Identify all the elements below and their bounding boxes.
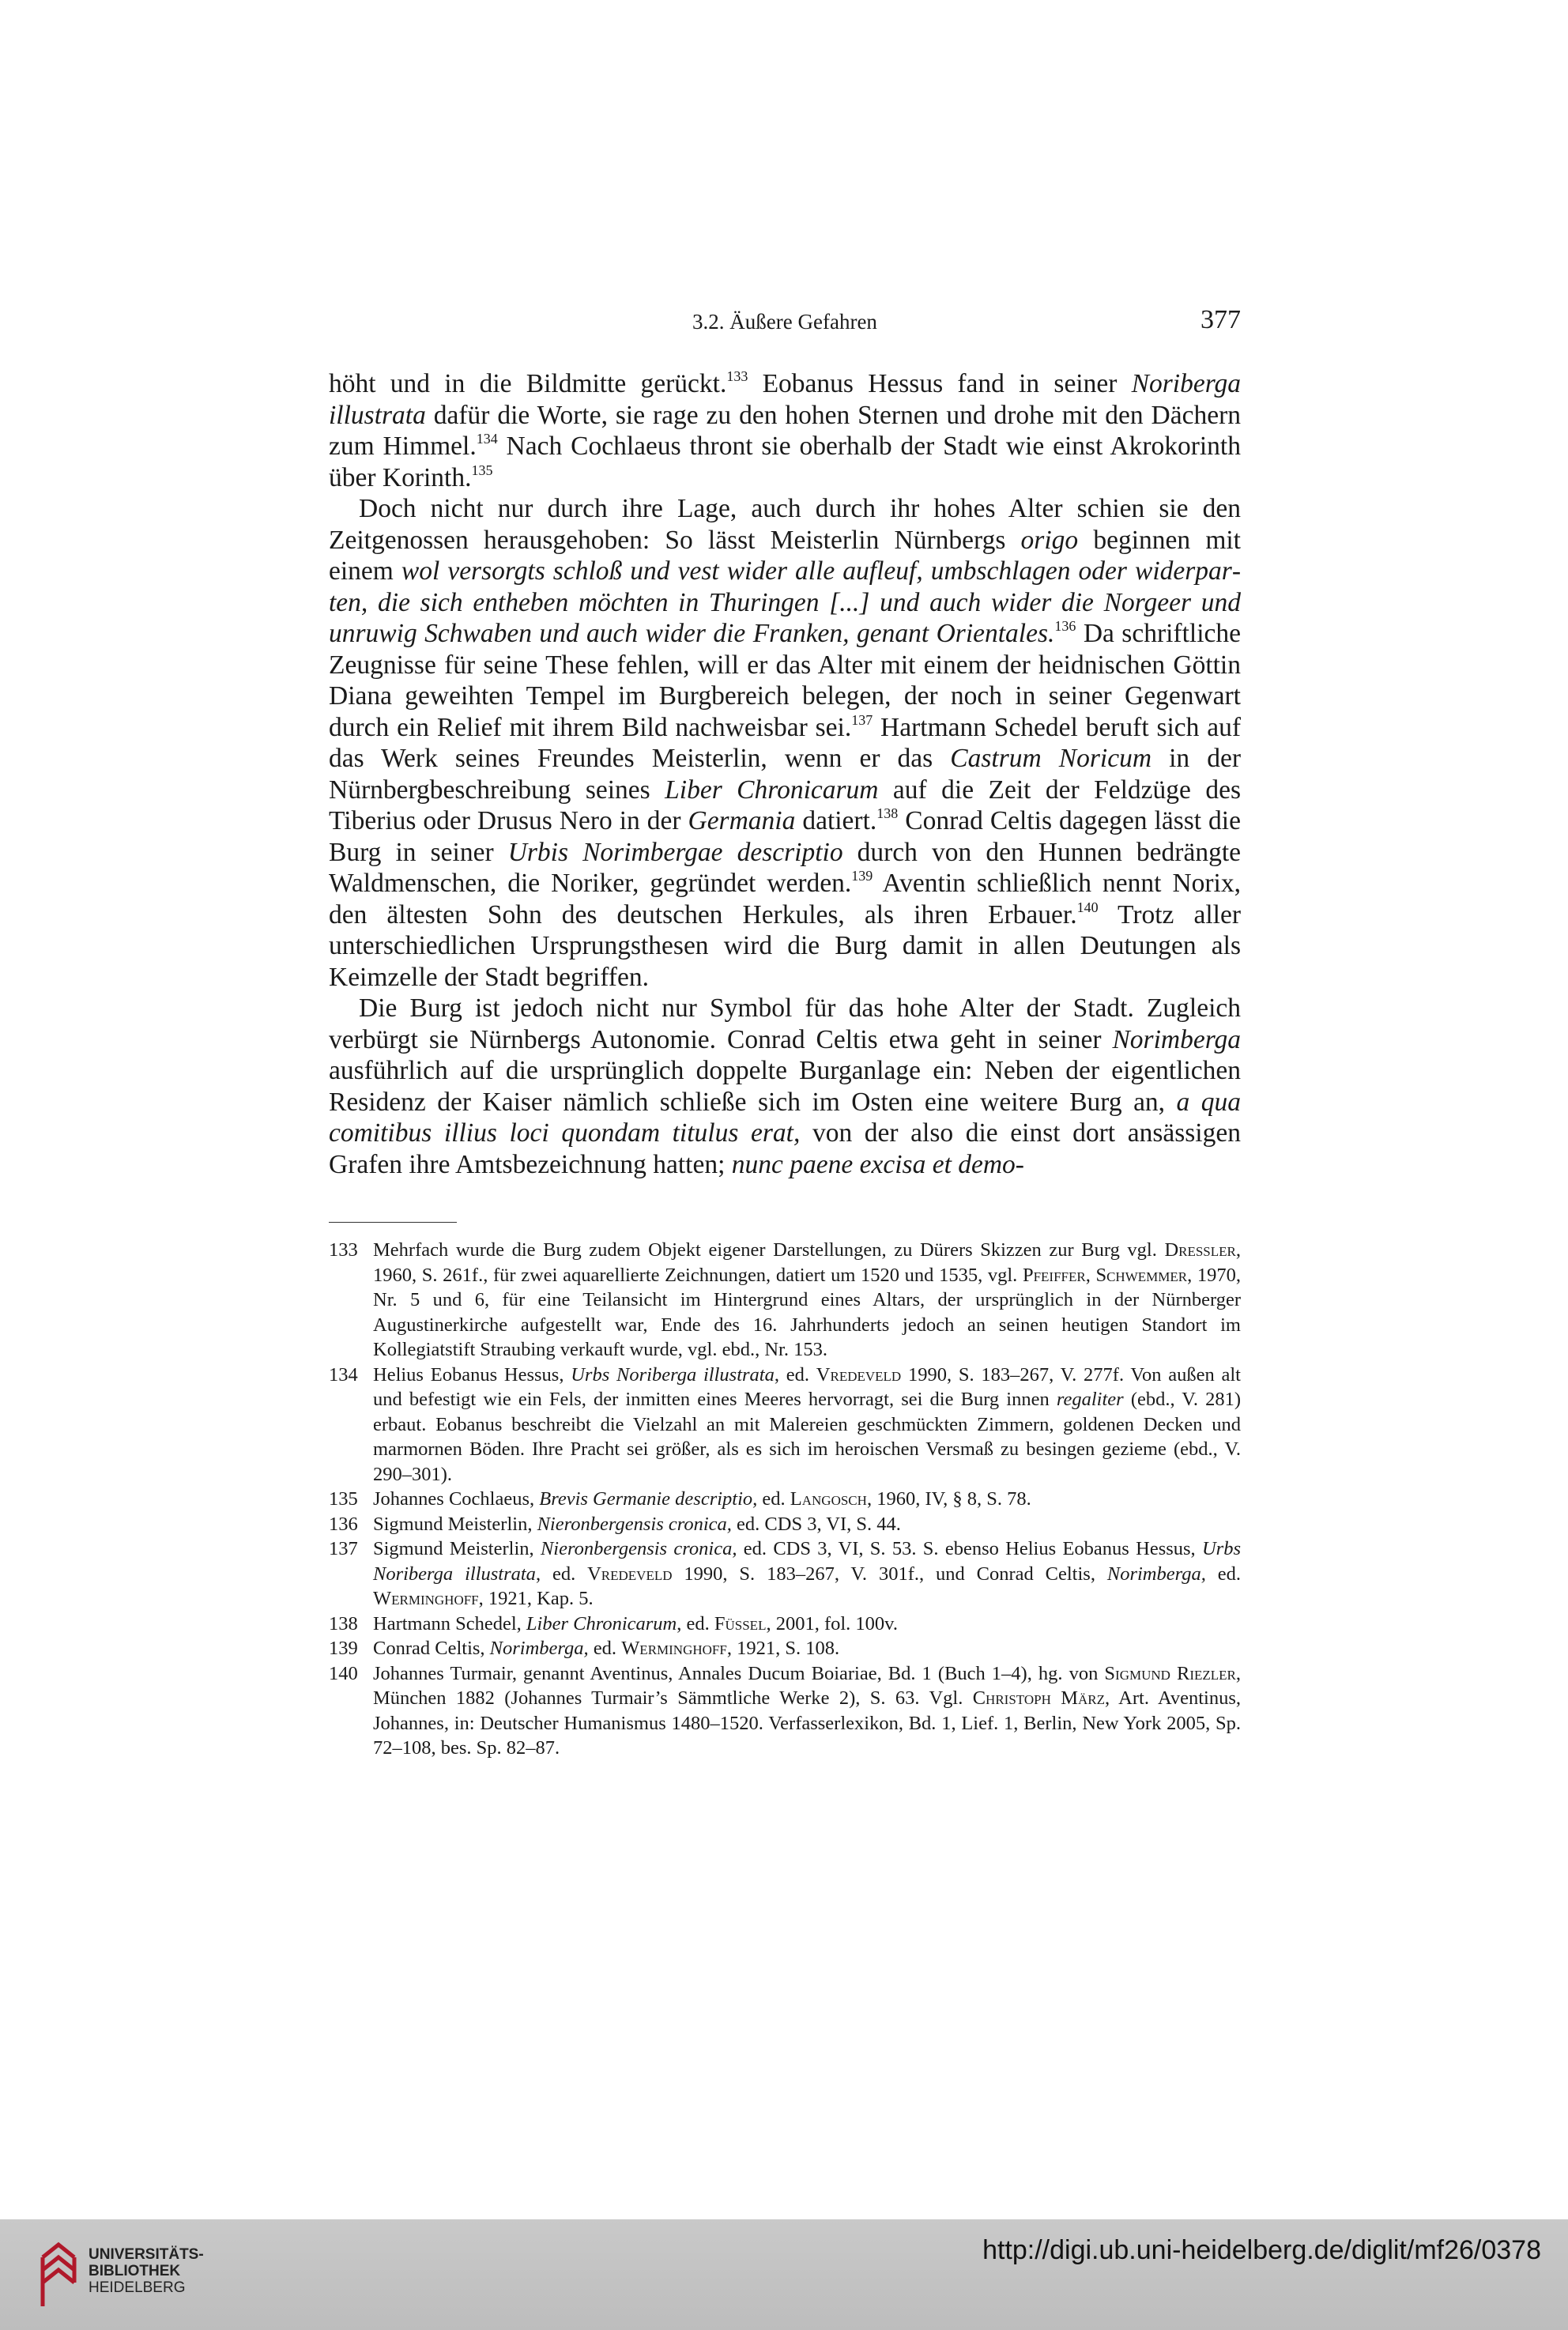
text-run: ed. [757,1488,790,1510]
text-run: ed. [588,1638,622,1659]
text-run: , ed. [535,1563,588,1585]
text-run: Nach Cochlaeus thront sie oberhalb der Stadt wie einst Akrokorinth über Korinth. [329,432,1241,492]
author-name: Sigmund Riezler [1104,1662,1236,1684]
author-name: Werminghoff [621,1638,727,1659]
footnote-text [373,1487,1241,1512]
footnote-ref-133[interactable]: 133 [726,368,748,384]
text-run: höht und in die Bildmitte gerückt. [329,369,727,398]
author-name: Vredeveld [587,1563,673,1585]
italic-title: Urbs Noriberga illustrata [571,1363,775,1386]
text-run: Sigmund Meisterlin, [373,1538,541,1559]
text-run: Hartmann Schedel beruft sich auf das Werk seines Freundes Meisterlin, wenn er das [329,712,1241,773]
italic-title: Urbs Noriberga illustrata [373,1538,1241,1585]
author-name: Vredeveld [816,1363,902,1386]
text-run: auf die Zeit der Feldzüge des Tiberius oder Drusus Nero in der [329,775,1242,835]
text-run: Trotz aller unterschiedlichen Ursprungsthesen wird die Burg damit in allen Deutungen als Keimzelle der Stadt begriffen. [329,899,1241,992]
text-run: , 1960, IV, § 8, S. 78. [866,1488,1031,1510]
author-name: Langosch [790,1488,867,1510]
text-run: Aventin schließlich nennt Norix, den ältesten Sohn des deutschen Herkules, als ihren Erbauer. [329,869,1241,929]
footnote-137 [329,1536,1241,1612]
footnote-134 [329,1363,1241,1487]
text-run: , 1921, S. 108. [726,1638,840,1659]
footnote-ref-135[interactable]: 135 [471,462,493,478]
text-run: durch von den Hunnen bedrängte Waldmenschen, die Noriker, gegründet werden. [329,837,1241,898]
footnote-text [373,1612,1241,1637]
text-run: Sigmund Meisterlin, [373,1513,537,1535]
text-run: Da schriftliche Zeugnisse für seine These fehlen, will er das Alter mit einem der heidnischen Göttin Diana geweihten Tempel im Burgbereich belegen, der noch in seiner Gegenwart durch ein Relief mit ihrem Bild nachweisbar sei. [329,619,1241,742]
source-url-link[interactable]: http://digi.ub.uni-heidelberg.de/diglit/mf26/0378 [982,2235,1541,2265]
footnote-number: 134 [329,1363,358,1386]
text-run: , 1921, Kap. 5. [478,1588,594,1609]
italic-term: regaliter [1056,1389,1124,1410]
text-run: von der also die einst dort ansässigen Grafen ihre Amtsbezeichnung hatten; [329,1118,1241,1179]
text-run: Conrad Celtis dagegen lässt die Burg in seiner [329,806,1241,867]
footnote-number: 136 [329,1513,358,1535]
author-name: Christoph März [972,1687,1106,1709]
text-run: Mehrfach wurde die Burg zudem Objekt eigener Darstellungen, zu Dürers Skizzen zur Burg vgl. [373,1239,1165,1261]
text-run: Doch nicht nur durch ihre Lage, auch durch ihr hohes Alter schien sie den Zeitgenossen herausgehoben: So lässt Meisterlin Nürnbergs [329,494,1241,555]
text-run: ed. [1205,1563,1242,1585]
footnote-text [373,1636,1241,1661]
footnote-number: 133 [329,1239,358,1261]
text-run: , ed. [677,1612,714,1634]
text-run: Conrad Celtis, [373,1638,490,1659]
italic-term: Castrum Noricum [950,744,1152,773]
text-run: Die Burg ist jedoch nicht nur Symbol für das hohe Alter der Stadt. Zugleich verbürgt sie Nürnbergs Autonomie. Conrad Celtis etwa geht in seiner [329,993,1241,1054]
text-run: Helius Eobanus Hessus, [373,1363,571,1386]
text-run: beginnen mit einem [329,525,1241,586]
logo-line-3: HEIDELBERG [89,2279,186,2296]
text-run: in der Nürnbergbeschreibung seines [329,744,1241,805]
italic-title: Liber Chronicarum [526,1612,677,1634]
footnote-number: 135 [329,1488,358,1510]
italic-title: Norimberga, [489,1638,589,1659]
author-name: Füssel [714,1612,767,1634]
footnote-140 [329,1661,1241,1761]
text-run: 1990, S. 183–267, V. 301f., und Conrad Celtis, [672,1563,1107,1585]
paragraph-1 [329,368,1241,493]
text-run: dafür die Worte, sie rage zu den hohen Sternen und drohe mit den Dächern zum Himmel. [329,400,1241,461]
text-run: , 1960, S. 261f., für zwei aquarellierte Zeichnungen, datiert um 1520 und 1535, vgl. [373,1239,1241,1286]
footnote-ref-134[interactable]: 134 [476,431,498,447]
text-run: ed. CDS 3, VI, S. 44. [731,1513,901,1535]
page-number: 377 [1200,305,1241,334]
author-name: Dressler [1164,1239,1236,1261]
footnote-ref-140[interactable]: 140 [1076,899,1099,915]
author-name: Werminghoff [373,1588,479,1609]
footnote-number: 140 [329,1662,358,1684]
italic-title: Liber Chronicarum [665,775,879,805]
footnote-text [373,1512,1241,1537]
paragraph-2 [329,493,1241,993]
footnote-133 [329,1238,1241,1363]
italic-quote: wol versorgts schloß und vest wider alle aufleuf, umbschlagen oder widerparten, die sich entheben möchten in Thuringen [...] und auch wider die Norgeer und unruwig Schwaben und auch wider die Franken, genant Orientales. [329,556,1241,648]
footnote-138 [329,1612,1241,1637]
text-run: Eobanus Hessus fand in seiner [748,369,1132,398]
footnote-ref-136[interactable]: 136 [1054,618,1076,634]
text-run: , 2001, fol. 100v. [766,1612,898,1634]
text-run: , Art. Aventinus, Johannes, in: Deutscher Humanismus 1480–1520. Verfasserlexikon, Bd. 1, Lief. 1, Berlin, New York 2005, Sp. 72–108, bes. Sp. 82–87. [373,1687,1242,1759]
logo-line-1: UNIVERSITÄTS- [89,2246,204,2263]
italic-quote: a qua comitibus illius loci quondam titulus erat, [329,1087,1241,1148]
footnote-text [373,1661,1241,1761]
logo-line-2: BIBLIOTHEK [89,2263,181,2279]
footnote-text [373,1536,1241,1612]
running-head: 3.2. Äußere Gefahren [692,310,877,334]
italic-title: Brevis Germanie descriptio, [539,1488,758,1510]
text-run: , 1970, Nr. 5 und 6, für eine Teilansicht im Hintergrund eines Altars, der ursprünglich in der Nürnberger Augustinerkirche aufgestellt war, Ende des 16. Jahrhunderts jedoch an seinen heutigen Standort im Kollegiatstift Straubing verkauft wurde, vgl. ebd., Nr. 153. [373,1264,1242,1360]
footnote-number: 137 [329,1538,358,1559]
italic-title: Urbis Norimbergae descriptio [507,837,843,867]
text-run: ed. CDS 3, VI, S. 53. S. ebenso Helius Eobanus Hessus, [737,1538,1202,1559]
paragraph-3 [329,993,1241,1180]
text-run: Hartmann Schedel, [373,1612,526,1634]
footnote-136 [329,1512,1241,1537]
text-run: , München 1882 (Johannes Turmair’s Sämmtliche Werke 2), S. 63. Vgl. [373,1662,1242,1709]
italic-title: Norimberga [1112,1024,1241,1054]
text-run: Johannes Cochlaeus, [373,1488,540,1510]
text-run: 1990, S. 183–267, V. 277f. Von außen alt und befestigt wie ein Fels, der inmitten eines Meeres hervorragt, sei die Burg innen [373,1363,1241,1410]
footnote-135 [329,1487,1241,1512]
author-name: Pfeiffer, Schwemmer [1022,1264,1188,1286]
italic-title: Nieronbergensis cronica, [540,1538,737,1559]
italic-term: Germania [688,806,796,835]
footnote-139 [329,1636,1241,1661]
italic-quote: nunc paene excisa et demo- [731,1149,1024,1179]
footnote-ref-137[interactable]: 137 [851,711,873,728]
footnote-text [373,1363,1241,1487]
footnote-text [373,1238,1241,1363]
footnote-divider [329,1222,457,1223]
italic-title: Nieronbergensis cronica, [537,1513,732,1535]
footnote-number: 139 [329,1638,358,1659]
text-run: ausführlich auf die ursprünglich doppelte Burganlage ein: Neben der eigentlichen Residenz der Kaiser nämlich schließe sich im Osten eine weitere Burg an, [329,1056,1241,1117]
text-run: (ebd., V. 281) erbaut. Eobanus beschreibt die Vielzahl an mit Malereien geschmückten Zimmern, goldenen Decken und marmornen Böden. Ihre Pracht sei größer, als es sich im heroischen Versmaß zu besingen gezieme (ebd., V. 290–301). [373,1389,1241,1485]
footnote-ref-139[interactable]: 139 [851,868,873,884]
footnote-number: 138 [329,1612,358,1634]
main-text [329,368,1241,1180]
text-run: Johannes Turmair, genannt Aventinus, Annales Ducum Boiariae, Bd. 1 (Buch 1–4), hg. von [373,1662,1105,1684]
footnote-ref-138[interactable]: 138 [876,805,899,821]
library-logo-text [89,2246,204,2296]
italic-title: Norimberga, [1106,1563,1206,1585]
library-logo-icon [38,2230,79,2309]
footnotes [329,1238,1241,1761]
italic-term: origo [1020,525,1079,555]
text-run: , ed. [774,1363,816,1386]
italic-title: Noriberga illustrata [329,369,1241,430]
text-run: datiert. [795,806,877,835]
page-header [329,305,1241,337]
